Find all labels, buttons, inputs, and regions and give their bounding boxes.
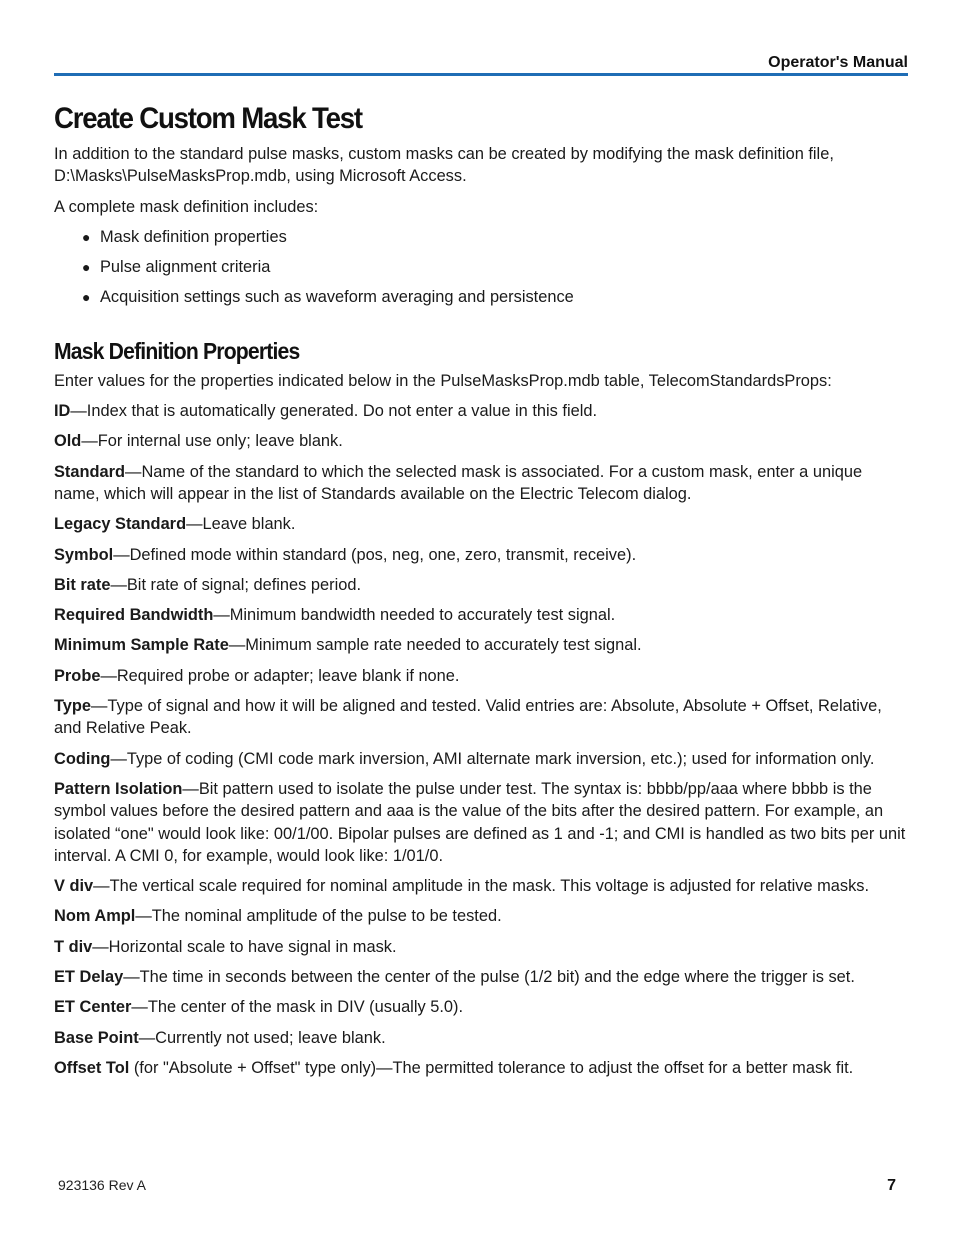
definition-term: T div: [54, 937, 93, 956]
definition-text: —Bit pattern used to isolate the pulse under test. The syntax is: bbbb/pp/aaa where bbbb is the symbol values before the desired pattern and aaa is the value of the bits after the desired pattern. For example, an isolated “one" would look like: 00/1/00. Bipolar pulses are defined as 1 and -1; and CMI is handled as two bits per unit interval. A CMI 0, for example, would look like: 1/01/0.: [54, 779, 906, 865]
header-rule: [54, 73, 908, 76]
definition-text: —Index that is automatically generated. Do not enter a value in this field.: [70, 402, 598, 421]
running-header: Operator's Manual: [768, 54, 908, 71]
definition-term: V div: [54, 877, 94, 896]
definition-text: (for "Absolute + Offset" type only)—The permitted tolerance to adjust the offset for a better mask fit.: [129, 1058, 854, 1077]
bullet-item: [78, 226, 908, 248]
definition-term: ET Delay: [54, 968, 124, 987]
definition-text: —Type of coding (CMI code mark inversion, AMI alternate mark inversion, etc.); used for information only.: [110, 749, 875, 768]
page-number: 7: [887, 1177, 896, 1194]
subsection-title: Mask Definition Properties: [54, 337, 300, 364]
definition-t-div: [54, 936, 908, 958]
definition-minimum-sample-rate: [54, 634, 908, 656]
definition-text: —Currently not used; leave blank.: [138, 1028, 386, 1047]
definition-term: Coding: [54, 749, 111, 768]
definition-term: Probe: [54, 666, 101, 685]
definition-et-center: [54, 996, 908, 1018]
definition-term: ID: [54, 402, 71, 421]
definition-term: Bit rate: [54, 575, 111, 594]
definition-text: —Minimum sample rate needed to accurately test signal.: [228, 636, 642, 655]
definition-id: [54, 400, 908, 422]
section-title: Create Custom Mask Test: [54, 102, 362, 135]
definition-term: Pattern Isolation: [54, 779, 183, 798]
definition-text: —The time in seconds between the center of the pulse (1/2 bit) and the edge where the trigger is set.: [123, 968, 855, 987]
bullet-list: [54, 226, 908, 309]
bullet-text: Acquisition settings such as waveform averaging and persistence: [100, 288, 574, 307]
definition-text: —Leave blank.: [186, 515, 296, 534]
definition-text: —Bit rate of signal; defines period.: [110, 575, 362, 594]
definition-symbol: [54, 544, 908, 566]
definition-text: —Defined mode within standard (pos, neg, one, zero, transmit, receive).: [113, 545, 637, 564]
definition-nom-ampl: [54, 905, 908, 927]
definition-bit-rate: [54, 574, 908, 596]
definition-coding: [54, 748, 908, 770]
definition-v-div: [54, 875, 908, 897]
page-content: [54, 100, 908, 1087]
definition-pattern-isolation: [54, 778, 908, 867]
definition-term: ET Center: [54, 998, 132, 1017]
subsection-intro: Enter values for the properties indicated below in the PulseMasksProp.mdb table, TelecomStandardsProps:: [54, 371, 832, 390]
definition-text: —Horizontal scale to have signal in mask.: [92, 937, 397, 956]
definition-standard: [54, 461, 908, 506]
definition-text: —The center of the mask in DIV (usually 5.0).: [131, 998, 464, 1017]
definition-text: —Required probe or adapter; leave blank if none.: [100, 666, 460, 685]
section-lead: A complete mask definition includes:: [54, 197, 319, 216]
definition-et-delay: [54, 966, 908, 988]
definition-legacy-standard: [54, 513, 908, 535]
definition-old: [54, 430, 908, 452]
definition-term: Offset Tol: [54, 1058, 130, 1077]
definition-required-bandwidth: [54, 604, 908, 626]
bullet-icon: ●: [82, 228, 91, 245]
definition-text: —Minimum bandwidth needed to accurately test signal.: [213, 606, 616, 625]
definition-term: Nom Ampl: [54, 907, 136, 926]
bullet-text: Mask definition properties: [100, 227, 287, 246]
definition-text: —Name of the standard to which the selected mask is associated. For a custom mask, enter a unique name, which will appear in the list of Standards available on the Electric Telecom dialog.: [54, 462, 863, 503]
definition-base-point: [54, 1027, 908, 1049]
bullet-icon: ●: [82, 259, 91, 276]
definition-term: Type: [54, 697, 92, 716]
definition-term: Symbol: [54, 545, 114, 564]
definition-term: Minimum Sample Rate: [54, 636, 229, 655]
bullet-item: [78, 256, 908, 278]
definition-text: —Type of signal and how it will be aligned and tested. Valid entries are: Absolute, Absolute + Offset, Relative, and Relative Peak.: [54, 697, 882, 738]
definition-text: —The nominal amplitude of the pulse to be tested.: [135, 907, 502, 926]
bullet-text: Pulse alignment criteria: [100, 258, 271, 277]
definition-text: —The vertical scale required for nominal amplitude in the mask. This voltage is adjusted for relative masks.: [93, 877, 870, 896]
definition-term: Old: [54, 432, 82, 451]
document-number: 923136 Rev A: [58, 1177, 146, 1193]
definition-offset-tol: [54, 1057, 908, 1079]
section-intro: In addition to the standard pulse masks, custom masks can be created by modifying the mask definition file, D:\Masks\PulseMasksProp.mdb, using Microsoft Access.: [54, 145, 834, 186]
definition-text: —For internal use only; leave blank.: [81, 432, 343, 451]
definition-term: Standard: [54, 462, 126, 481]
definition-type: [54, 695, 908, 740]
definition-probe: [54, 665, 908, 687]
definition-term: Legacy Standard: [54, 515, 187, 534]
definition-term: Base Point: [54, 1028, 139, 1047]
definition-list: [54, 400, 908, 1079]
bullet-icon: ●: [82, 289, 91, 306]
definition-term: Required Bandwidth: [54, 606, 214, 625]
bullet-item: [78, 286, 908, 308]
